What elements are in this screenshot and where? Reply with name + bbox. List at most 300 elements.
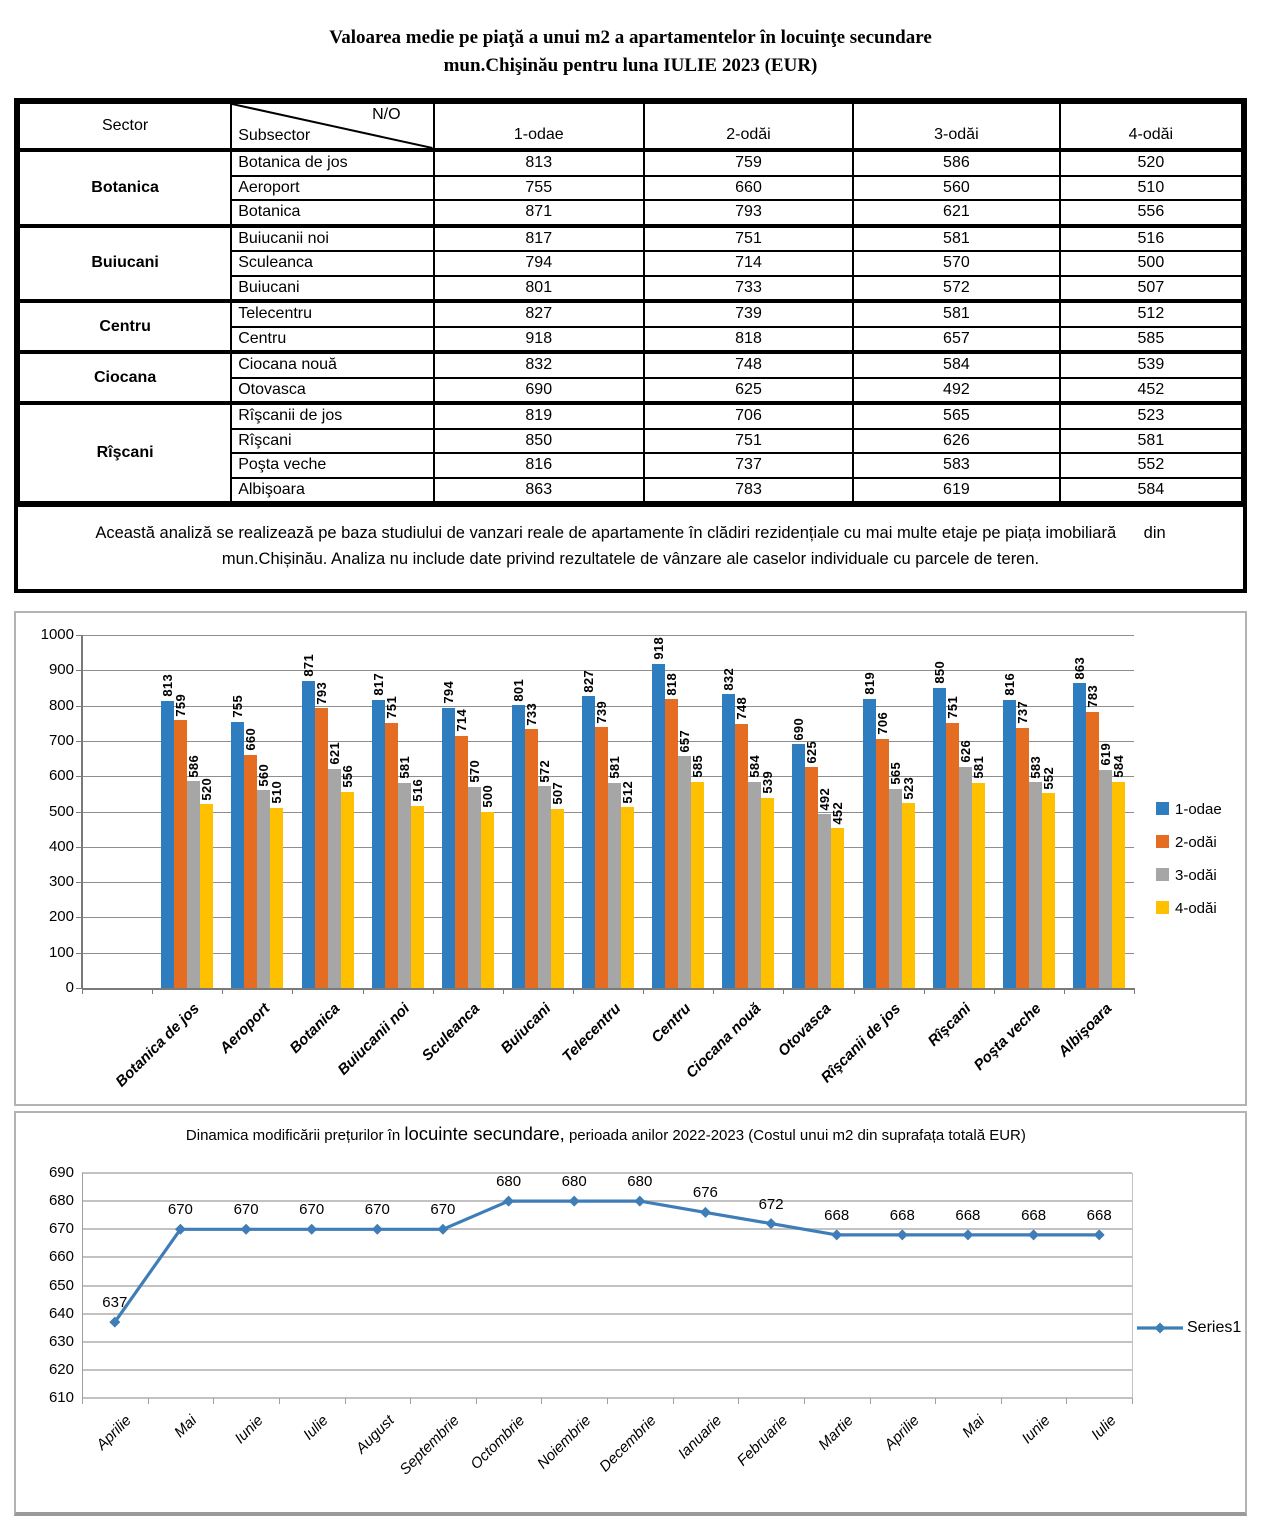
sector-cell: Buiucani xyxy=(19,226,231,302)
line-gridline xyxy=(82,1285,1132,1287)
value-cell: 585 xyxy=(1060,327,1242,353)
value-cell: 871 xyxy=(434,200,644,226)
bar-value-label: 818 xyxy=(664,672,680,696)
y-axis-label: 500 xyxy=(48,802,74,820)
line-chart-title-emphasis: locuinte secundare, xyxy=(404,1123,565,1144)
bar-1-odae xyxy=(372,700,385,988)
value-cell: 619 xyxy=(853,478,1060,503)
data-point-marker xyxy=(109,1317,120,1328)
bar-gridline xyxy=(82,988,1134,990)
x-axis-tick xyxy=(573,988,574,994)
bar-4-odăi xyxy=(691,782,704,989)
bar-2-odăi xyxy=(525,729,538,988)
value-cell: 556 xyxy=(1060,200,1242,226)
y-axis-label: 680 xyxy=(48,1192,74,1210)
sector-cell: Botanica xyxy=(19,150,231,226)
bar-2-odăi xyxy=(244,755,257,988)
line-gridline xyxy=(82,1313,1132,1315)
bar-1-odae xyxy=(161,701,174,988)
value-cell: 832 xyxy=(434,352,644,378)
y-axis-label: 670 xyxy=(48,1220,74,1238)
bar-2-odăi xyxy=(455,736,468,988)
value-cell: 748 xyxy=(644,352,853,378)
table-header-row xyxy=(19,103,1242,150)
line-x-label: Februarie xyxy=(733,1412,792,1470)
legend-label: 4-odăi xyxy=(1175,900,1217,917)
bar-value-label: 759 xyxy=(173,693,189,717)
bar-value-label: 581 xyxy=(970,756,986,779)
value-cell: 584 xyxy=(853,352,1060,378)
bar-4-odăi xyxy=(972,783,985,988)
bar-value-label: 621 xyxy=(326,742,342,765)
bar-value-label: 801 xyxy=(510,678,526,702)
header-1-odae: 1-odae xyxy=(434,103,644,150)
value-cell: 755 xyxy=(434,176,644,201)
sector-cell: Ciocana xyxy=(19,352,231,403)
bar-2-odăi xyxy=(1086,712,1099,988)
value-cell: 918 xyxy=(434,327,644,353)
bar-2-odăi xyxy=(315,708,328,988)
x-axis-tick xyxy=(713,988,714,994)
value-cell: 818 xyxy=(644,327,853,353)
bar-value-label: 520 xyxy=(199,777,215,801)
subsector-cell: Telecentru xyxy=(231,301,433,327)
value-cell: 552 xyxy=(1060,453,1242,478)
bar-2-odăi xyxy=(876,739,889,988)
legend-item xyxy=(1156,867,1217,884)
x-axis-tick xyxy=(279,1398,280,1404)
line-x-label: August xyxy=(352,1412,398,1458)
point-value-label: 637 xyxy=(102,1294,128,1312)
table-row xyxy=(19,226,1242,252)
data-point-marker xyxy=(1094,1229,1105,1240)
bar-value-label: 751 xyxy=(944,696,960,719)
x-axis-tick xyxy=(854,988,855,994)
bar-value-label: 619 xyxy=(1097,742,1113,766)
value-cell: 733 xyxy=(644,276,853,302)
value-cell: 539 xyxy=(1060,352,1242,378)
value-cell: 813 xyxy=(434,150,644,176)
bar-value-label: 783 xyxy=(1084,685,1100,708)
line-chart-title-suffix: perioada anilor 2022-2023 (Costul unui m2 din suprafața totală EUR) xyxy=(564,1127,1026,1144)
point-value-label: 670 xyxy=(167,1201,193,1219)
y-axis-label: 100 xyxy=(48,943,74,961)
value-cell: 660 xyxy=(644,176,853,201)
price-table xyxy=(18,102,1243,503)
bar-4-odăi xyxy=(831,828,844,988)
value-cell: 783 xyxy=(644,478,853,503)
subsector-cell: Otovasca xyxy=(231,378,433,404)
line-chart-title-prefix: Dinamica modificării prețurilor în xyxy=(185,1127,405,1144)
value-cell: 581 xyxy=(1060,429,1242,454)
line-x-label: Mai xyxy=(171,1412,201,1442)
y-axis-label: 690 xyxy=(48,1164,74,1181)
x-axis-tick xyxy=(82,1398,83,1404)
x-axis-tick xyxy=(607,1398,608,1404)
header-4-odai: 4-odăi xyxy=(1060,103,1242,150)
line-x-label: Iulie xyxy=(300,1412,332,1444)
line-chart xyxy=(14,1111,1247,1516)
bar-value-label: 739 xyxy=(594,700,609,724)
bar-value-label: 492 xyxy=(817,787,833,811)
y-axis-line xyxy=(81,635,83,989)
x-axis-tick xyxy=(503,988,504,994)
bar-x-label: Otovasca xyxy=(774,1000,835,1060)
subsector-cell: Poşta veche xyxy=(231,453,433,478)
point-value-label: 668 xyxy=(1086,1206,1112,1224)
y-axis-label: 800 xyxy=(48,696,74,714)
bar-x-label: Botanica de jos xyxy=(112,1000,204,1091)
data-point-marker xyxy=(831,1229,842,1240)
sector-cell: Rîşcani xyxy=(19,403,231,502)
sector-cell: Centru xyxy=(19,301,231,352)
y-axis-label: 620 xyxy=(48,1360,74,1378)
bar-2-odăi xyxy=(1016,728,1029,988)
x-axis-tick xyxy=(213,1398,214,1404)
x-axis-tick xyxy=(433,988,434,994)
x-axis-tick xyxy=(148,1398,149,1404)
bar-value-label: 657 xyxy=(677,729,693,753)
bar-x-label: Poşta veche xyxy=(970,1000,1045,1074)
value-cell: 565 xyxy=(853,403,1060,429)
x-axis-tick xyxy=(363,988,364,994)
value-cell: 512 xyxy=(1060,301,1242,327)
bar-value-label: 516 xyxy=(409,779,425,802)
line-gridline xyxy=(82,1256,1132,1258)
bar-value-label: 706 xyxy=(874,712,890,735)
subsector-cell: Albişoara xyxy=(231,478,433,503)
line-x-label: Aprilie xyxy=(93,1412,135,1454)
note-line2: mun.Chișinău. Analiza nu include date privind rezultatele de vânzare ale caselor individuale cu parcele de teren. xyxy=(221,550,1040,568)
x-axis-tick xyxy=(345,1398,346,1404)
data-point-marker xyxy=(700,1207,711,1218)
bar-value-label: 733 xyxy=(523,702,539,726)
bar-3-odăi xyxy=(959,767,972,988)
bar-4-odăi xyxy=(481,812,494,989)
x-axis-tick xyxy=(1134,988,1135,994)
bar-2-odăi xyxy=(385,723,398,988)
value-cell: 863 xyxy=(434,478,644,503)
page-title xyxy=(0,24,1261,80)
value-cell: 520 xyxy=(1060,150,1242,176)
bar-1-odae xyxy=(722,694,735,988)
bar-3-odăi xyxy=(608,783,621,988)
bar-value-label: 512 xyxy=(620,780,635,804)
value-cell: 751 xyxy=(644,429,853,454)
line-gridline xyxy=(82,1172,1132,1174)
value-cell: 751 xyxy=(644,226,853,252)
x-axis-tick xyxy=(222,988,223,994)
value-cell: 737 xyxy=(644,453,853,478)
bar-value-label: 539 xyxy=(760,771,776,794)
bar-value-label: 737 xyxy=(1014,701,1030,724)
bar-value-label: 570 xyxy=(466,760,482,783)
bar-value-label: 552 xyxy=(1040,766,1056,790)
bar-4-odăi xyxy=(902,803,915,988)
y-axis-label: 900 xyxy=(48,661,74,679)
x-axis-tick xyxy=(994,988,995,994)
subsector-cell: Sculeanca xyxy=(231,251,433,276)
point-value-label: 676 xyxy=(692,1184,718,1202)
value-cell: 625 xyxy=(644,378,853,404)
point-value-label: 680 xyxy=(561,1173,587,1191)
header-3-odai: 3-odăi xyxy=(853,103,1060,150)
x-axis-tick xyxy=(870,1398,871,1404)
subsector-cell: Botanica xyxy=(231,200,433,226)
legend-swatch xyxy=(1156,802,1169,815)
bar-value-label: 755 xyxy=(230,694,246,718)
subsector-cell: Rîşcanii de jos xyxy=(231,403,433,429)
bar-x-label: Rîşcani xyxy=(924,1000,975,1050)
point-value-label: 668 xyxy=(1021,1206,1047,1224)
subsector-cell: Buiucanii noi xyxy=(231,226,433,252)
bar-value-label: 584 xyxy=(747,755,763,778)
bar-x-label: Ciocana nouă xyxy=(682,1000,765,1082)
bar-value-label: 583 xyxy=(1027,755,1043,779)
subsector-cell: Botanica de jos xyxy=(231,150,433,176)
bar-1-odae xyxy=(1073,683,1086,988)
bar-value-label: 523 xyxy=(900,776,916,800)
y-axis-label: 0 xyxy=(65,979,74,996)
value-cell: 581 xyxy=(853,226,1060,252)
value-cell: 817 xyxy=(434,226,644,252)
point-value-label: 670 xyxy=(430,1201,456,1219)
bar-value-label: 584 xyxy=(1110,755,1126,778)
bar-value-label: 794 xyxy=(440,681,456,704)
data-point-marker xyxy=(962,1229,973,1240)
value-cell: 621 xyxy=(853,200,1060,226)
table-row xyxy=(19,150,1242,176)
value-cell: 560 xyxy=(853,176,1060,201)
table-row xyxy=(19,403,1242,429)
value-cell: 584 xyxy=(1060,478,1242,503)
x-axis-tick xyxy=(1001,1398,1002,1404)
value-cell: 819 xyxy=(434,403,644,429)
bar-4-odăi xyxy=(1042,793,1055,988)
table-row xyxy=(19,301,1242,327)
note-text xyxy=(18,503,1243,589)
point-value-label: 668 xyxy=(889,1206,915,1224)
value-cell: 523 xyxy=(1060,403,1242,429)
value-cell: 452 xyxy=(1060,378,1242,404)
table-row xyxy=(19,352,1242,378)
bar-value-label: 626 xyxy=(957,740,973,763)
bar-value-label: 714 xyxy=(453,709,469,732)
header-subsector: Subsector xyxy=(238,127,311,144)
line-x-label: Octombrie xyxy=(467,1412,529,1473)
bar-1-odae xyxy=(442,708,455,988)
line-x-label: Martie xyxy=(815,1412,857,1454)
bar-1-odae xyxy=(231,722,244,989)
bar-value-label: 510 xyxy=(269,781,285,804)
line-gridline xyxy=(82,1341,1132,1343)
bar-value-label: 816 xyxy=(1001,673,1017,696)
header-sector: Sector xyxy=(19,103,231,150)
value-cell: 690 xyxy=(434,378,644,404)
bar-4-odăi xyxy=(1112,782,1125,988)
point-value-label: 680 xyxy=(627,1173,653,1191)
bar-x-label: Rîşcanii de jos xyxy=(818,1000,905,1087)
bar-x-label: Albişoara xyxy=(1054,1000,1115,1061)
value-cell: 827 xyxy=(434,301,644,327)
value-cell: 570 xyxy=(853,251,1060,276)
note-line1: Această analiză se realizează pe baza studiului de vanzari reale de apartamente în clădiri rezidențiale cu mai multe etaje pe piața imobiliară din xyxy=(95,524,1166,542)
line-gridline xyxy=(82,1369,1132,1371)
value-cell: 516 xyxy=(1060,226,1242,252)
value-cell: 816 xyxy=(434,453,644,478)
line-x-label: Septembrie xyxy=(396,1412,463,1479)
x-axis-tick xyxy=(935,1398,936,1404)
x-axis-tick xyxy=(673,1398,674,1404)
bar-2-odăi xyxy=(946,723,959,988)
subsector-cell: Aeroport xyxy=(231,176,433,201)
data-point-marker xyxy=(897,1229,908,1240)
x-axis-tick xyxy=(804,1398,805,1404)
legend-label: 3-odăi xyxy=(1175,867,1217,884)
value-cell: 586 xyxy=(853,150,1060,176)
bar-x-label: Botanica xyxy=(286,1000,344,1057)
bar-value-label: 827 xyxy=(581,669,596,693)
legend-series-label: Series1 xyxy=(1187,1319,1242,1336)
x-axis-tick xyxy=(1132,1398,1133,1404)
point-value-label: 670 xyxy=(299,1201,325,1219)
bar-value-label: 660 xyxy=(243,728,259,751)
value-cell: 794 xyxy=(434,251,644,276)
bar-x-label: Centru xyxy=(647,1000,695,1047)
header-diagonal-cell xyxy=(231,103,433,150)
bar-4-odăi xyxy=(621,807,634,988)
subsector-cell: Rîşcani xyxy=(231,429,433,454)
bar-3-odăi xyxy=(1099,770,1112,989)
legend-swatch xyxy=(1156,835,1169,848)
bar-3-odăi xyxy=(678,756,691,988)
bar-1-odae xyxy=(302,681,315,989)
value-cell: 510 xyxy=(1060,176,1242,201)
bar-1-odae xyxy=(863,699,876,988)
header-no: N/O xyxy=(372,106,401,123)
x-axis-tick xyxy=(1064,988,1065,994)
bar-value-label: 556 xyxy=(339,765,355,788)
bar-3-odăi xyxy=(748,782,761,988)
bar-1-odae xyxy=(582,696,595,988)
bar-value-label: 581 xyxy=(607,756,622,779)
bar-3-odăi xyxy=(818,814,831,988)
x-axis-tick xyxy=(410,1398,411,1404)
bar-1-odae xyxy=(792,744,805,988)
bar-value-label: 585 xyxy=(690,754,706,778)
line-chart-title xyxy=(16,1123,1196,1145)
value-cell: 581 xyxy=(853,301,1060,327)
value-cell: 793 xyxy=(644,200,853,226)
bar-value-label: 918 xyxy=(651,637,667,660)
value-cell: 706 xyxy=(644,403,853,429)
x-axis-tick xyxy=(476,1398,477,1404)
bar-4-odăi xyxy=(761,798,774,988)
value-cell: 583 xyxy=(853,453,1060,478)
y-axis-label: 400 xyxy=(48,837,74,855)
x-axis-tick xyxy=(924,988,925,994)
value-cell: 850 xyxy=(434,429,644,454)
bar-3-odăi xyxy=(328,769,341,988)
x-axis-tick xyxy=(783,988,784,994)
x-axis-tick xyxy=(152,988,153,994)
bar-value-label: 625 xyxy=(804,740,820,764)
x-axis-tick xyxy=(82,988,83,994)
bar-x-label: Aeroport xyxy=(216,1000,274,1057)
line-x-label: Iulie xyxy=(1087,1412,1120,1444)
bar-3-odăi xyxy=(187,781,200,988)
value-cell: 572 xyxy=(853,276,1060,302)
bar-value-label: 560 xyxy=(256,763,272,787)
bar-x-label: Telecentru xyxy=(558,1000,625,1066)
line-legend xyxy=(1137,1319,1241,1337)
y-axis-label: 660 xyxy=(48,1248,74,1266)
bar-4-odăi xyxy=(200,804,213,988)
data-point-marker xyxy=(1028,1229,1039,1240)
page-title-line2: mun.Chişinău pentru luna IULIE 2023 (EUR) xyxy=(443,55,818,76)
bar-value-label: 581 xyxy=(396,756,412,779)
bar-3-odăi xyxy=(538,786,551,988)
bar-value-label: 572 xyxy=(536,759,552,783)
y-axis-label: 610 xyxy=(48,1389,74,1406)
table-body xyxy=(19,150,1242,502)
bar-x-label: Buiucani xyxy=(497,1000,554,1057)
value-cell: 492 xyxy=(853,378,1060,404)
y-axis-label: 300 xyxy=(48,873,74,891)
bar-chart xyxy=(14,611,1247,1106)
point-value-label: 670 xyxy=(364,1201,390,1219)
subsector-cell: Centru xyxy=(231,327,433,353)
x-axis-tick xyxy=(292,988,293,994)
bar-3-odăi xyxy=(398,783,411,988)
bar-3-odăi xyxy=(889,789,902,988)
bar-4-odăi xyxy=(411,806,424,988)
bar-value-label: 586 xyxy=(186,754,202,778)
bar-value-label: 690 xyxy=(791,717,807,741)
series-line xyxy=(115,1201,1099,1322)
bar-1-odae xyxy=(933,688,946,988)
legend-swatch xyxy=(1156,901,1169,914)
line-gridline xyxy=(82,1228,1132,1230)
value-cell: 759 xyxy=(644,150,853,176)
point-value-label: 672 xyxy=(758,1195,784,1213)
y-axis-label: 640 xyxy=(48,1304,74,1322)
x-axis-tick xyxy=(1066,1398,1067,1404)
y-axis-label: 1000 xyxy=(40,626,74,643)
header-2-odai: 2-odăi xyxy=(644,103,853,150)
legend-item xyxy=(1156,900,1217,917)
bar-3-odăi xyxy=(257,790,270,988)
value-cell: 714 xyxy=(644,251,853,276)
y-axis-line xyxy=(82,1173,83,1398)
x-axis-tick xyxy=(643,988,644,994)
bar-gridline xyxy=(82,635,1134,636)
legend-item xyxy=(1156,801,1222,818)
bar-4-odăi xyxy=(551,809,564,988)
value-cell: 801 xyxy=(434,276,644,302)
plot-right-border xyxy=(1132,1173,1133,1398)
bar-value-label: 850 xyxy=(931,661,947,684)
value-cell: 657 xyxy=(853,327,1060,353)
bar-x-label: Sculeanca xyxy=(419,1000,484,1065)
legend-label: 1-odae xyxy=(1175,801,1222,818)
legend-marker xyxy=(1137,1321,1183,1335)
point-value-label: 668 xyxy=(955,1206,981,1224)
line-x-label: Aprilie xyxy=(880,1412,923,1454)
price-table-box xyxy=(14,98,1247,593)
bar-value-label: 832 xyxy=(721,667,737,691)
bar-1-odae xyxy=(1003,700,1016,988)
